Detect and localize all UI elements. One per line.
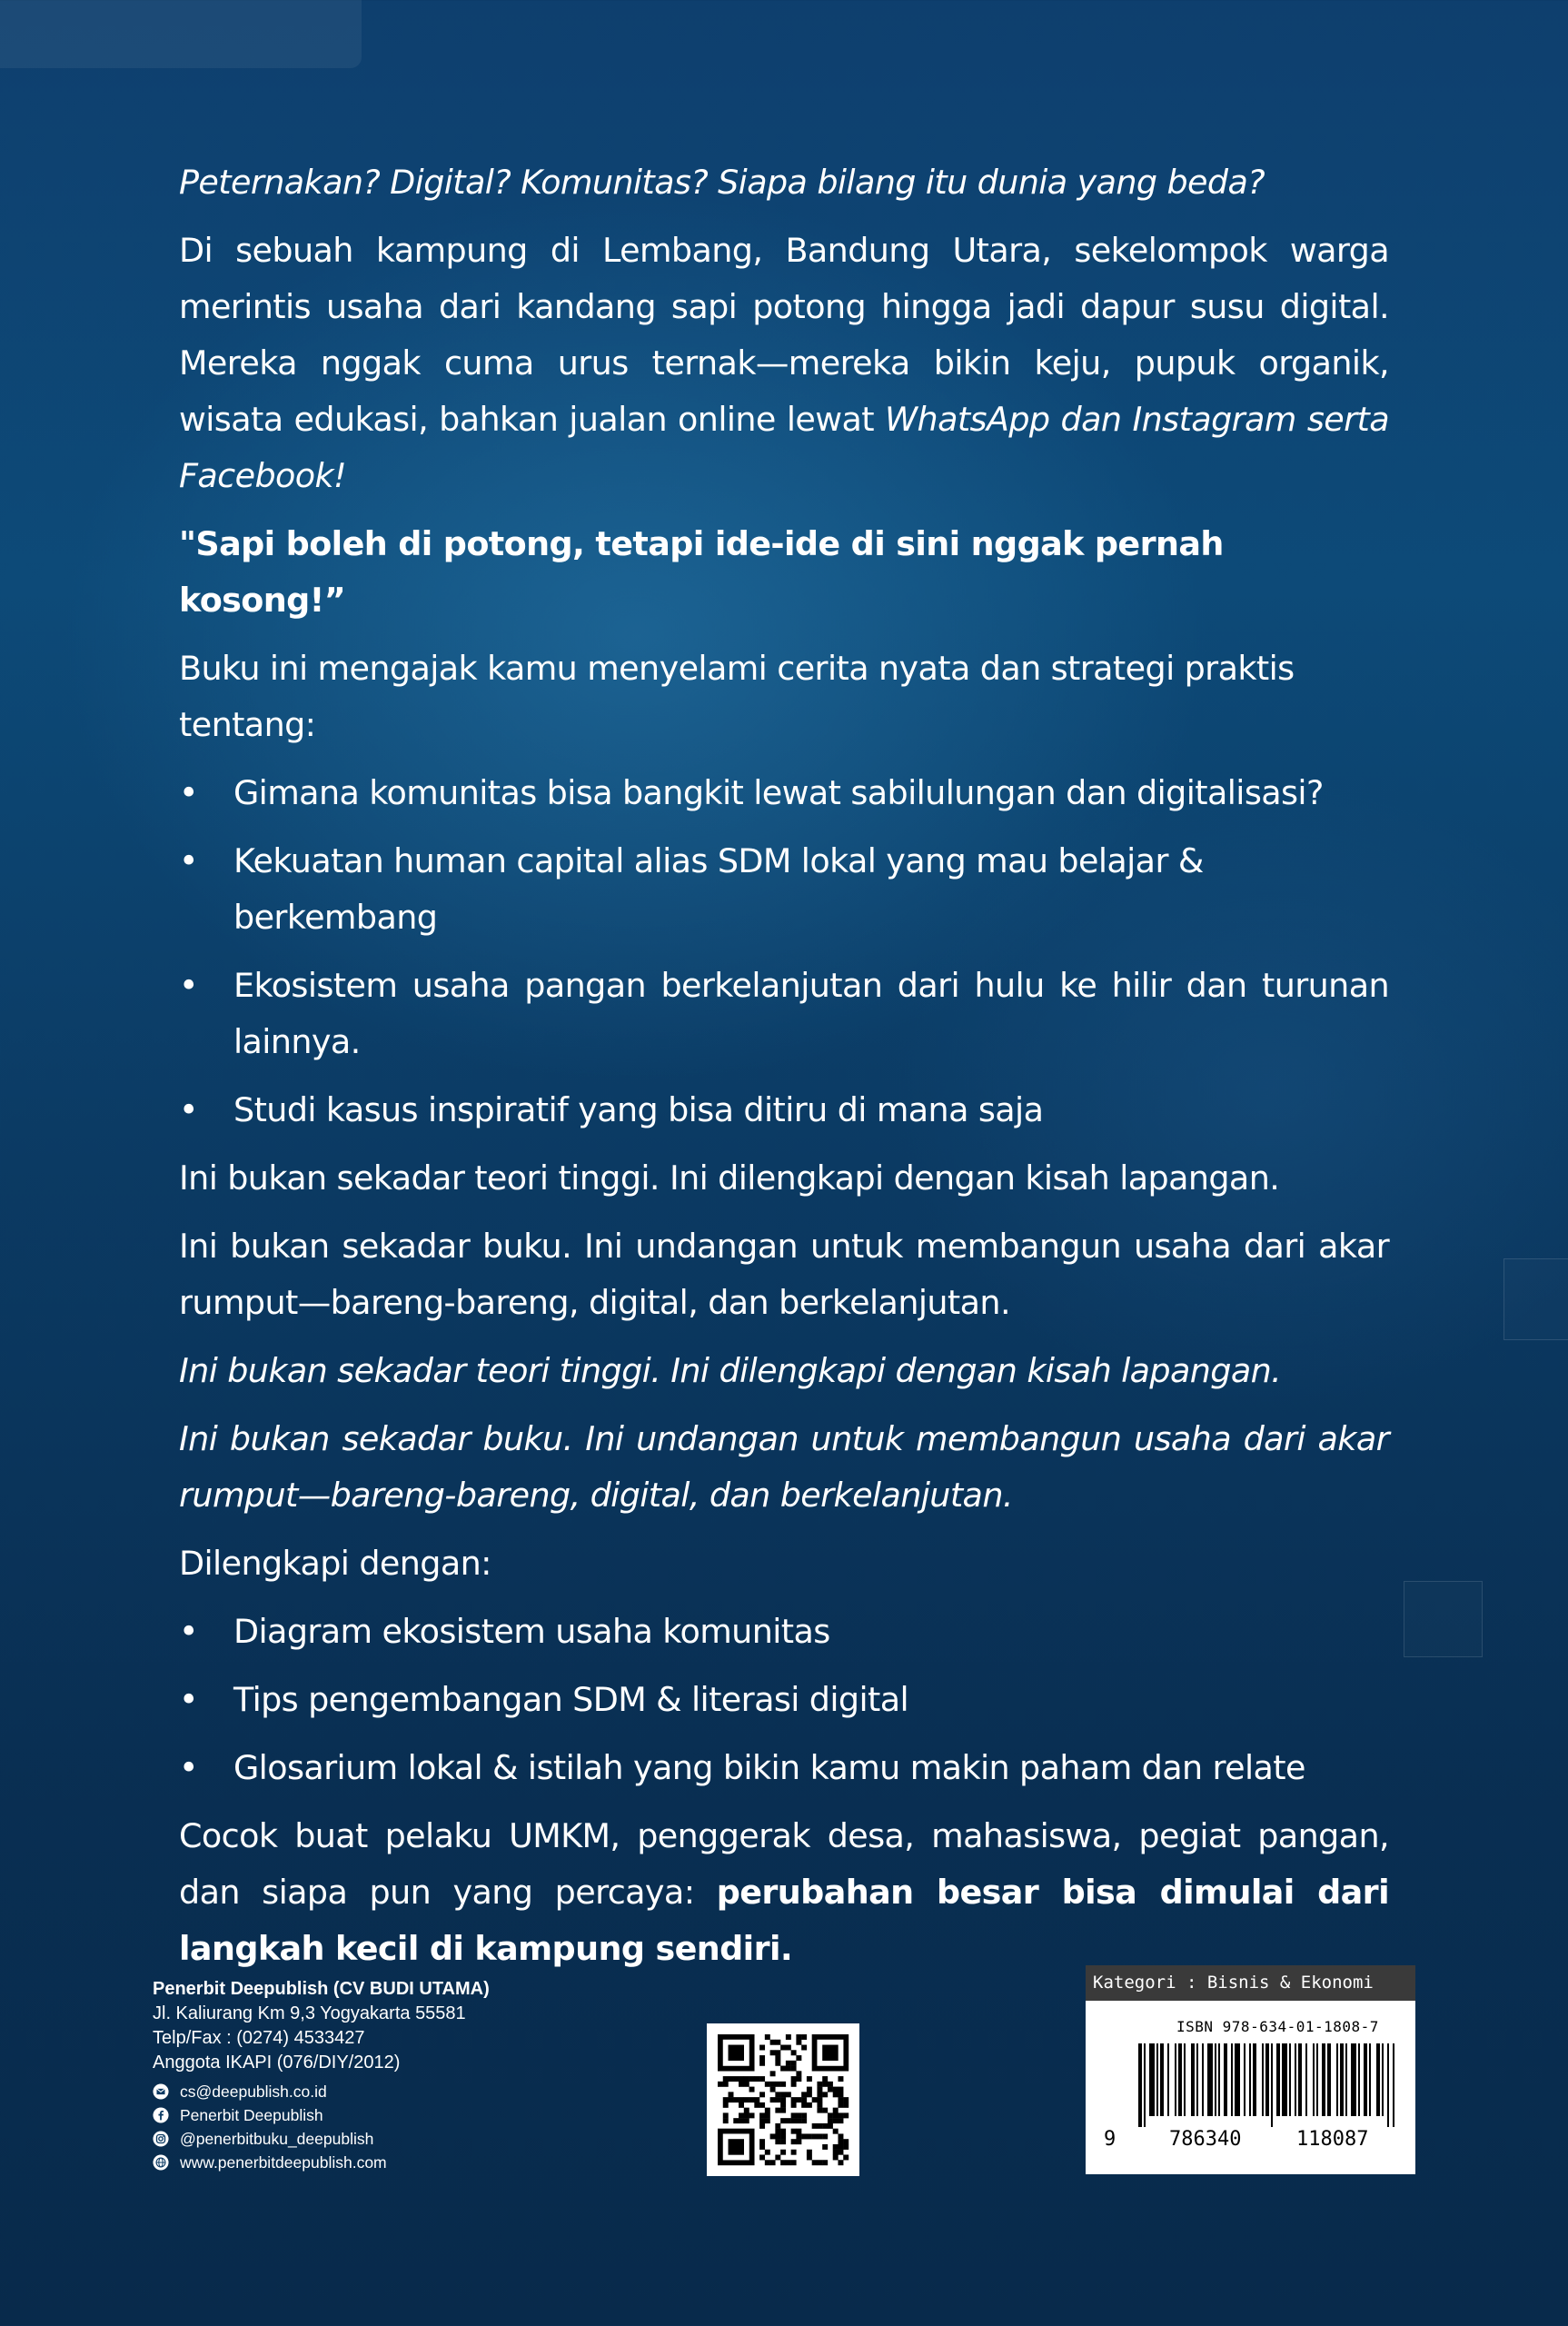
facebook-icon [153,2107,169,2123]
instagram-icon [153,2131,169,2147]
bullet-icon: • [179,1612,198,1651]
publisher-address: Jl. Kaliurang Km 9,3 Yogyakarta 55581 [153,2003,466,2023]
theory-line: Ini bukan sekadar teori tinggi. Ini dilengkapi dengan kisah lapangan. [179,1158,1280,1198]
isbn-label: ISBN 978-634-01-1808-7 [1176,2018,1379,2035]
list-item: • Gimana komunitas bisa bangkit lewat sabilulungan dan digitalisasi? [179,765,1389,821]
publisher-phone: Telp/Fax : (0274) 4533427 [153,2028,365,2048]
invitation-line: Ini bukan sekadar buku. Ini undangan untuk membangun usaha dari akar rumput—bareng-bareng, digital, dan berkelanjutan. [179,1227,1389,1322]
publisher-name: Penerbit Deepublish (CV BUDI UTAMA) [153,1979,490,1999]
book-intro: Buku ini mengajak kamu menyelami cerita nyata dan strategi praktis tentang: [179,649,1295,744]
contact-instagram[interactable]: @penerbitbuku_deepublish [153,2127,625,2151]
publisher-ikapi: Anggota IKAPI (076/DIY/2012) [153,2053,401,2073]
back-cover-text [179,154,1389,1989]
quote: "Sapi boleh di potong, tetapi ide-ide di sini nggak pernah kosong!” [179,524,1224,620]
feature-list [179,1604,1389,1796]
list-item: • Diagram ekosistem usaha komunitas [179,1604,1389,1660]
theory-line-italic: Ini bukan sekadar teori tinggi. Ini dilengkapi dengan kisah lapangan. [179,1351,1282,1390]
invitation-line-italic: Ini bukan sekadar buku. Ini undangan untuk membangun usaha dari akar rumput—bareng-bareng, digital, dan berkelanjutan. [179,1419,1389,1515]
intro-question: Peternakan? Digital? Komunitas? Siapa bilang itu dunia yang beda? [179,163,1265,202]
features-intro: Dilengkapi dengan: [179,1544,491,1583]
web-icon [153,2154,169,2171]
bullet-icon: • [179,1090,198,1129]
bullet-icon: • [179,966,198,1005]
list-item: • Ekosistem usaha pangan berkelanjutan dari hulu ke hilir dan turunan lainnya. [179,958,1389,1070]
list-item: • Kekuatan human capital alias SDM lokal yang mau belajar & berkembang [179,833,1389,946]
contact-email[interactable]: cs@deepublish.co.id [153,2080,625,2103]
category-label: Kategori : Bisnis & Ekonomi [1086,1965,1415,2001]
topic-list [179,765,1389,1138]
closing-paragraph: Cocok buat pelaku UMKM, penggerak desa, mahasiswa, pegiat pangan, dan siapa pun yang percaya: perubahan besar bisa dimulai dari langkah kecil di kampung sendiri. [179,1816,1389,1968]
corner-decoration [0,0,362,68]
bullet-icon: • [179,773,198,812]
qr-code[interactable] [707,2023,859,2176]
barcode-graphic [1086,2038,1415,2129]
barcode-right-digits: 118087 [1296,2128,1369,2151]
background-decoration [1503,1258,1568,1340]
barcode-first-digit: 9 [1104,2128,1116,2151]
qr-code-graphic [707,2023,859,2176]
list-item: • Studi kasus inspiratif yang bisa ditiru di mana saja [179,1082,1389,1138]
contact-facebook[interactable]: Penerbit Deepublish [153,2103,625,2127]
email-icon [153,2083,169,2100]
list-item: • Glosarium lokal & istilah yang bikin kamu makin paham dan relate [179,1740,1389,1796]
story-paragraph: Di sebuah kampung di Lembang, Bandung Utara, sekelompok warga merintis usaha dari kandang sapi potong hingga jadi dapur susu digital. Mereka nggak cuma urus ternak—mereka bikin keju, pupuk organik, wisata edukasi, bahkan jualan online lewat WhatsApp dan Instagram serta Facebook! [179,231,1389,495]
bullet-icon: • [179,1748,198,1787]
contact-website[interactable]: www.penerbitdeepublish.com [153,2151,625,2174]
barcode-label [1086,1965,1415,2174]
barcode-left-digits: 786340 [1169,2128,1242,2151]
background-decoration [1404,1581,1483,1657]
list-item: • Tips pengembangan SDM & literasi digital [179,1672,1389,1728]
publisher-info [153,1977,625,2174]
bullet-icon: • [179,841,198,880]
bullet-icon: • [179,1680,198,1719]
